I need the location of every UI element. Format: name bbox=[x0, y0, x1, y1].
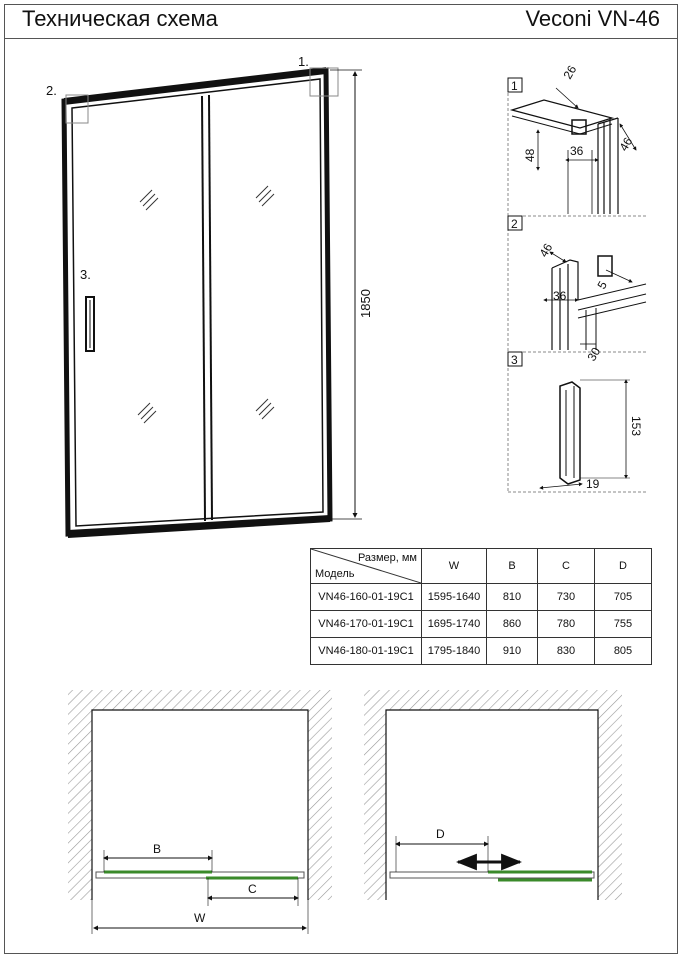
c-cell: 730 bbox=[538, 584, 595, 611]
column-header-w: W bbox=[422, 549, 487, 584]
table-header-row bbox=[311, 549, 652, 584]
height-dimension-label: 1850 bbox=[358, 289, 373, 318]
table-row bbox=[311, 638, 652, 665]
model-cell: VN46-170-01-19C1 bbox=[311, 611, 422, 638]
plan-view-left bbox=[68, 690, 332, 934]
table-row bbox=[311, 584, 652, 611]
corner-model-label: Модель bbox=[315, 568, 355, 580]
detail-1-dim-46: 46 bbox=[616, 134, 636, 154]
w-cell: 1795-1840 bbox=[422, 638, 487, 665]
d-cell: 805 bbox=[595, 638, 652, 665]
panel-divider-right bbox=[209, 95, 212, 520]
w-cell: 1695-1740 bbox=[422, 611, 487, 638]
d-cell: 755 bbox=[595, 611, 652, 638]
d-cell: 705 bbox=[595, 584, 652, 611]
detail-3-dim-153: 153 bbox=[629, 416, 643, 437]
callout-1: 1. bbox=[298, 54, 309, 69]
b-cell: 910 bbox=[487, 638, 538, 665]
detail-1-dim-36: 36 bbox=[570, 144, 584, 158]
detail-2-dim-36: 36 bbox=[553, 289, 567, 303]
c-cell: 780 bbox=[538, 611, 595, 638]
model-cell: VN46-160-01-19C1 bbox=[311, 584, 422, 611]
detail-1-number: 1 bbox=[511, 79, 518, 93]
detail-2-number: 2 bbox=[511, 217, 518, 231]
column-header-b: B bbox=[487, 549, 538, 584]
table-corner-cell bbox=[311, 549, 422, 584]
detail-2-dim-46: 46 bbox=[536, 240, 556, 260]
page-title: Техническая схема bbox=[22, 6, 218, 31]
detail-3-number: 3 bbox=[511, 353, 518, 367]
detail-1-dim-26: 26 bbox=[560, 62, 580, 82]
c-cell: 830 bbox=[538, 638, 595, 665]
plan-label-b: B bbox=[153, 842, 162, 856]
detail-2-dim-30: 30 bbox=[584, 344, 604, 364]
top-rail bbox=[64, 67, 326, 105]
model-name: Veconi VN-46 bbox=[525, 6, 660, 31]
b-cell: 860 bbox=[487, 611, 538, 638]
door-outer-frame bbox=[64, 70, 330, 534]
callout-2: 2. bbox=[46, 83, 57, 98]
plan-view-right bbox=[364, 690, 622, 900]
table-row bbox=[311, 611, 652, 638]
b-cell: 810 bbox=[487, 584, 538, 611]
glass-reflection-icon bbox=[138, 186, 274, 423]
door-inner-frame bbox=[72, 79, 323, 526]
column-header-d: D bbox=[595, 549, 652, 584]
model-cell: VN46-180-01-19C1 bbox=[311, 638, 422, 665]
detail-3-dim-19: 19 bbox=[586, 477, 600, 491]
w-cell: 1595-1640 bbox=[422, 584, 487, 611]
callout-3: 3. bbox=[80, 267, 91, 282]
plan-label-c: C bbox=[248, 882, 257, 896]
plan-label-d: D bbox=[436, 827, 445, 841]
detail-2-drawing bbox=[508, 216, 646, 350]
size-spec-table bbox=[310, 548, 652, 665]
detail-3-drawing bbox=[508, 352, 630, 488]
door-front-view bbox=[64, 67, 362, 538]
detail-2-dim-5: 5 bbox=[594, 278, 610, 292]
detail-1-dim-48: 48 bbox=[523, 148, 537, 162]
column-header-c: C bbox=[538, 549, 595, 584]
plan-label-w: W bbox=[194, 911, 206, 925]
panel-divider-left bbox=[202, 96, 205, 521]
corner-size-label: Размер, мм bbox=[357, 552, 417, 564]
